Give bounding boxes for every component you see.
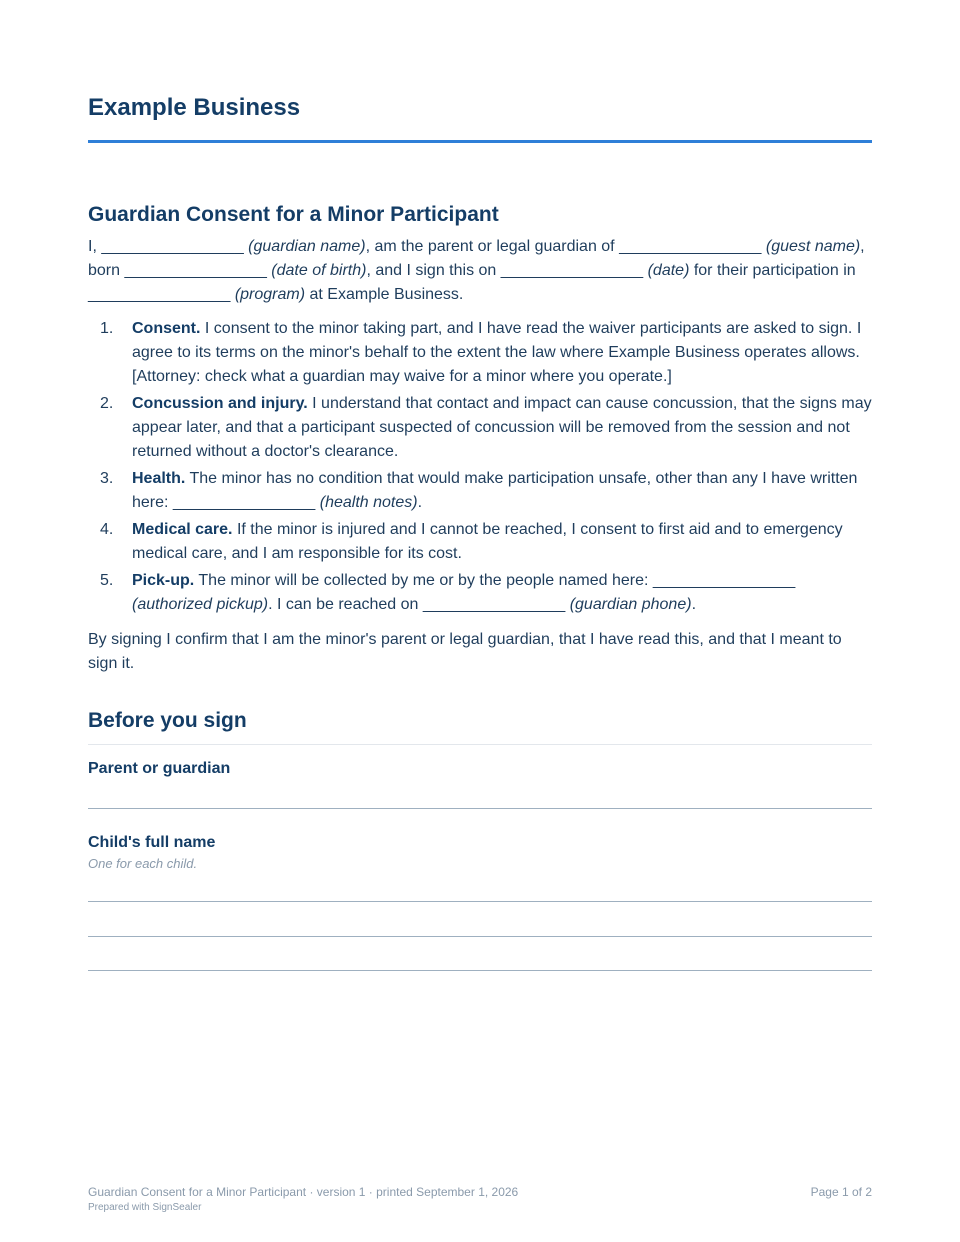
footer-page-number: Page 1 of 2	[810, 1185, 872, 1199]
clause-heading: Consent.	[132, 320, 201, 337]
intro-text: , born	[88, 238, 865, 279]
child-name-line[interactable]	[88, 970, 872, 971]
clause-text: . I can be reached on	[268, 596, 423, 613]
clause-heading: Pick-up.	[132, 572, 195, 589]
clause-list	[88, 317, 872, 620]
clause-heading: Health.	[132, 470, 186, 487]
guardian-phone-hint: (guardian phone)	[569, 596, 692, 613]
clause-number: 2.	[100, 395, 114, 412]
clause-text: I consent to the minor taking part, and I have read the waiver participants are asked to sign. I agree to its terms on the minor's behalf to the extent the law where Example Business operates allows. [Attorney: check what a guardian may waive for a minor where you operate.]	[132, 320, 862, 385]
date-hint: (date)	[647, 262, 690, 279]
program-hint: (program)	[234, 286, 306, 303]
section-divider	[88, 744, 872, 745]
child-name-help: One for each child.	[88, 856, 198, 871]
footer-prepared-by: Prepared with SignSealer	[88, 1202, 202, 1213]
health-notes-blank[interactable]: ________________	[172, 494, 316, 511]
clause-text: If the minor is injured and I cannot be reached, I consent to first aid and to emergency medical care, and I am responsible for its cost.	[132, 521, 843, 562]
clause-number: 3.	[100, 470, 114, 487]
clause-heading: Medical care.	[132, 521, 233, 538]
intro-text: , am the parent or legal guardian of	[365, 238, 620, 255]
guest-name-blank[interactable]: ________________	[619, 238, 762, 255]
intro-paragraph	[88, 235, 872, 307]
clause-medical-care	[88, 518, 872, 566]
date-blank[interactable]: ________________	[500, 262, 644, 279]
guardian-phone-blank[interactable]: ________________	[422, 596, 566, 613]
clause-consent	[88, 317, 872, 389]
guardian-name-blank[interactable]: ________________	[101, 238, 244, 255]
clause-health	[88, 467, 872, 515]
intro-text: , and I sign this on	[366, 262, 501, 279]
intro-text: for their participation in	[689, 262, 856, 279]
clause-heading: Concussion and injury.	[132, 395, 308, 412]
clause-number: 5.	[100, 572, 114, 589]
clause-concussion	[88, 392, 872, 464]
document-title: Guardian Consent for a Minor Participant	[88, 203, 499, 226]
clause-end: .	[417, 494, 423, 511]
clause-text: The minor will be collected by me or by the people named here:	[194, 572, 653, 589]
intro-text: I,	[88, 238, 102, 255]
child-name-line[interactable]	[88, 901, 872, 902]
section-title: Before you sign	[88, 709, 247, 732]
clause-text: I understand that contact and impact can cause concussion, that the signs may appear later, and that a participant suspected of concussion will be removed from the session and not returned without a doctor's clearance.	[132, 395, 872, 460]
clause-end: .	[691, 596, 697, 613]
authorized-pickup-blank[interactable]: ________________	[652, 572, 796, 589]
health-notes-hint: (health notes)	[319, 494, 418, 511]
date-of-birth-blank[interactable]: ________________	[124, 262, 267, 279]
date-of-birth-hint: (date of birth)	[271, 262, 367, 279]
child-name-label: Child's full name	[88, 834, 216, 851]
authorized-pickup-hint: (authorized pickup)	[132, 596, 269, 613]
intro-text: at Example Business.	[305, 286, 464, 303]
clause-pickup	[88, 569, 872, 617]
confirmation-paragraph: By signing I confirm that I am the minor's parent or legal guardian, that I have read this, and that I meant to sign it.	[88, 631, 842, 672]
guardian-name-hint: (guardian name)	[248, 238, 366, 255]
clause-number: 1.	[100, 320, 114, 337]
header-divider	[88, 140, 872, 143]
parent-guardian-label: Parent or guardian	[88, 760, 231, 777]
clause-text: The minor has no condition that would make participation unsafe, other than any I have written here:	[132, 470, 858, 511]
footer-doc-info: Guardian Consent for a Minor Participant · version 1 · printed September 1, 2026	[88, 1185, 519, 1199]
child-name-line[interactable]	[88, 936, 872, 937]
clause-number: 4.	[100, 521, 114, 538]
program-blank[interactable]: ________________	[88, 286, 231, 303]
guest-name-hint: (guest name)	[765, 238, 861, 255]
business-name: Example Business	[88, 94, 301, 121]
parent-guardian-signature-line[interactable]	[88, 808, 872, 809]
